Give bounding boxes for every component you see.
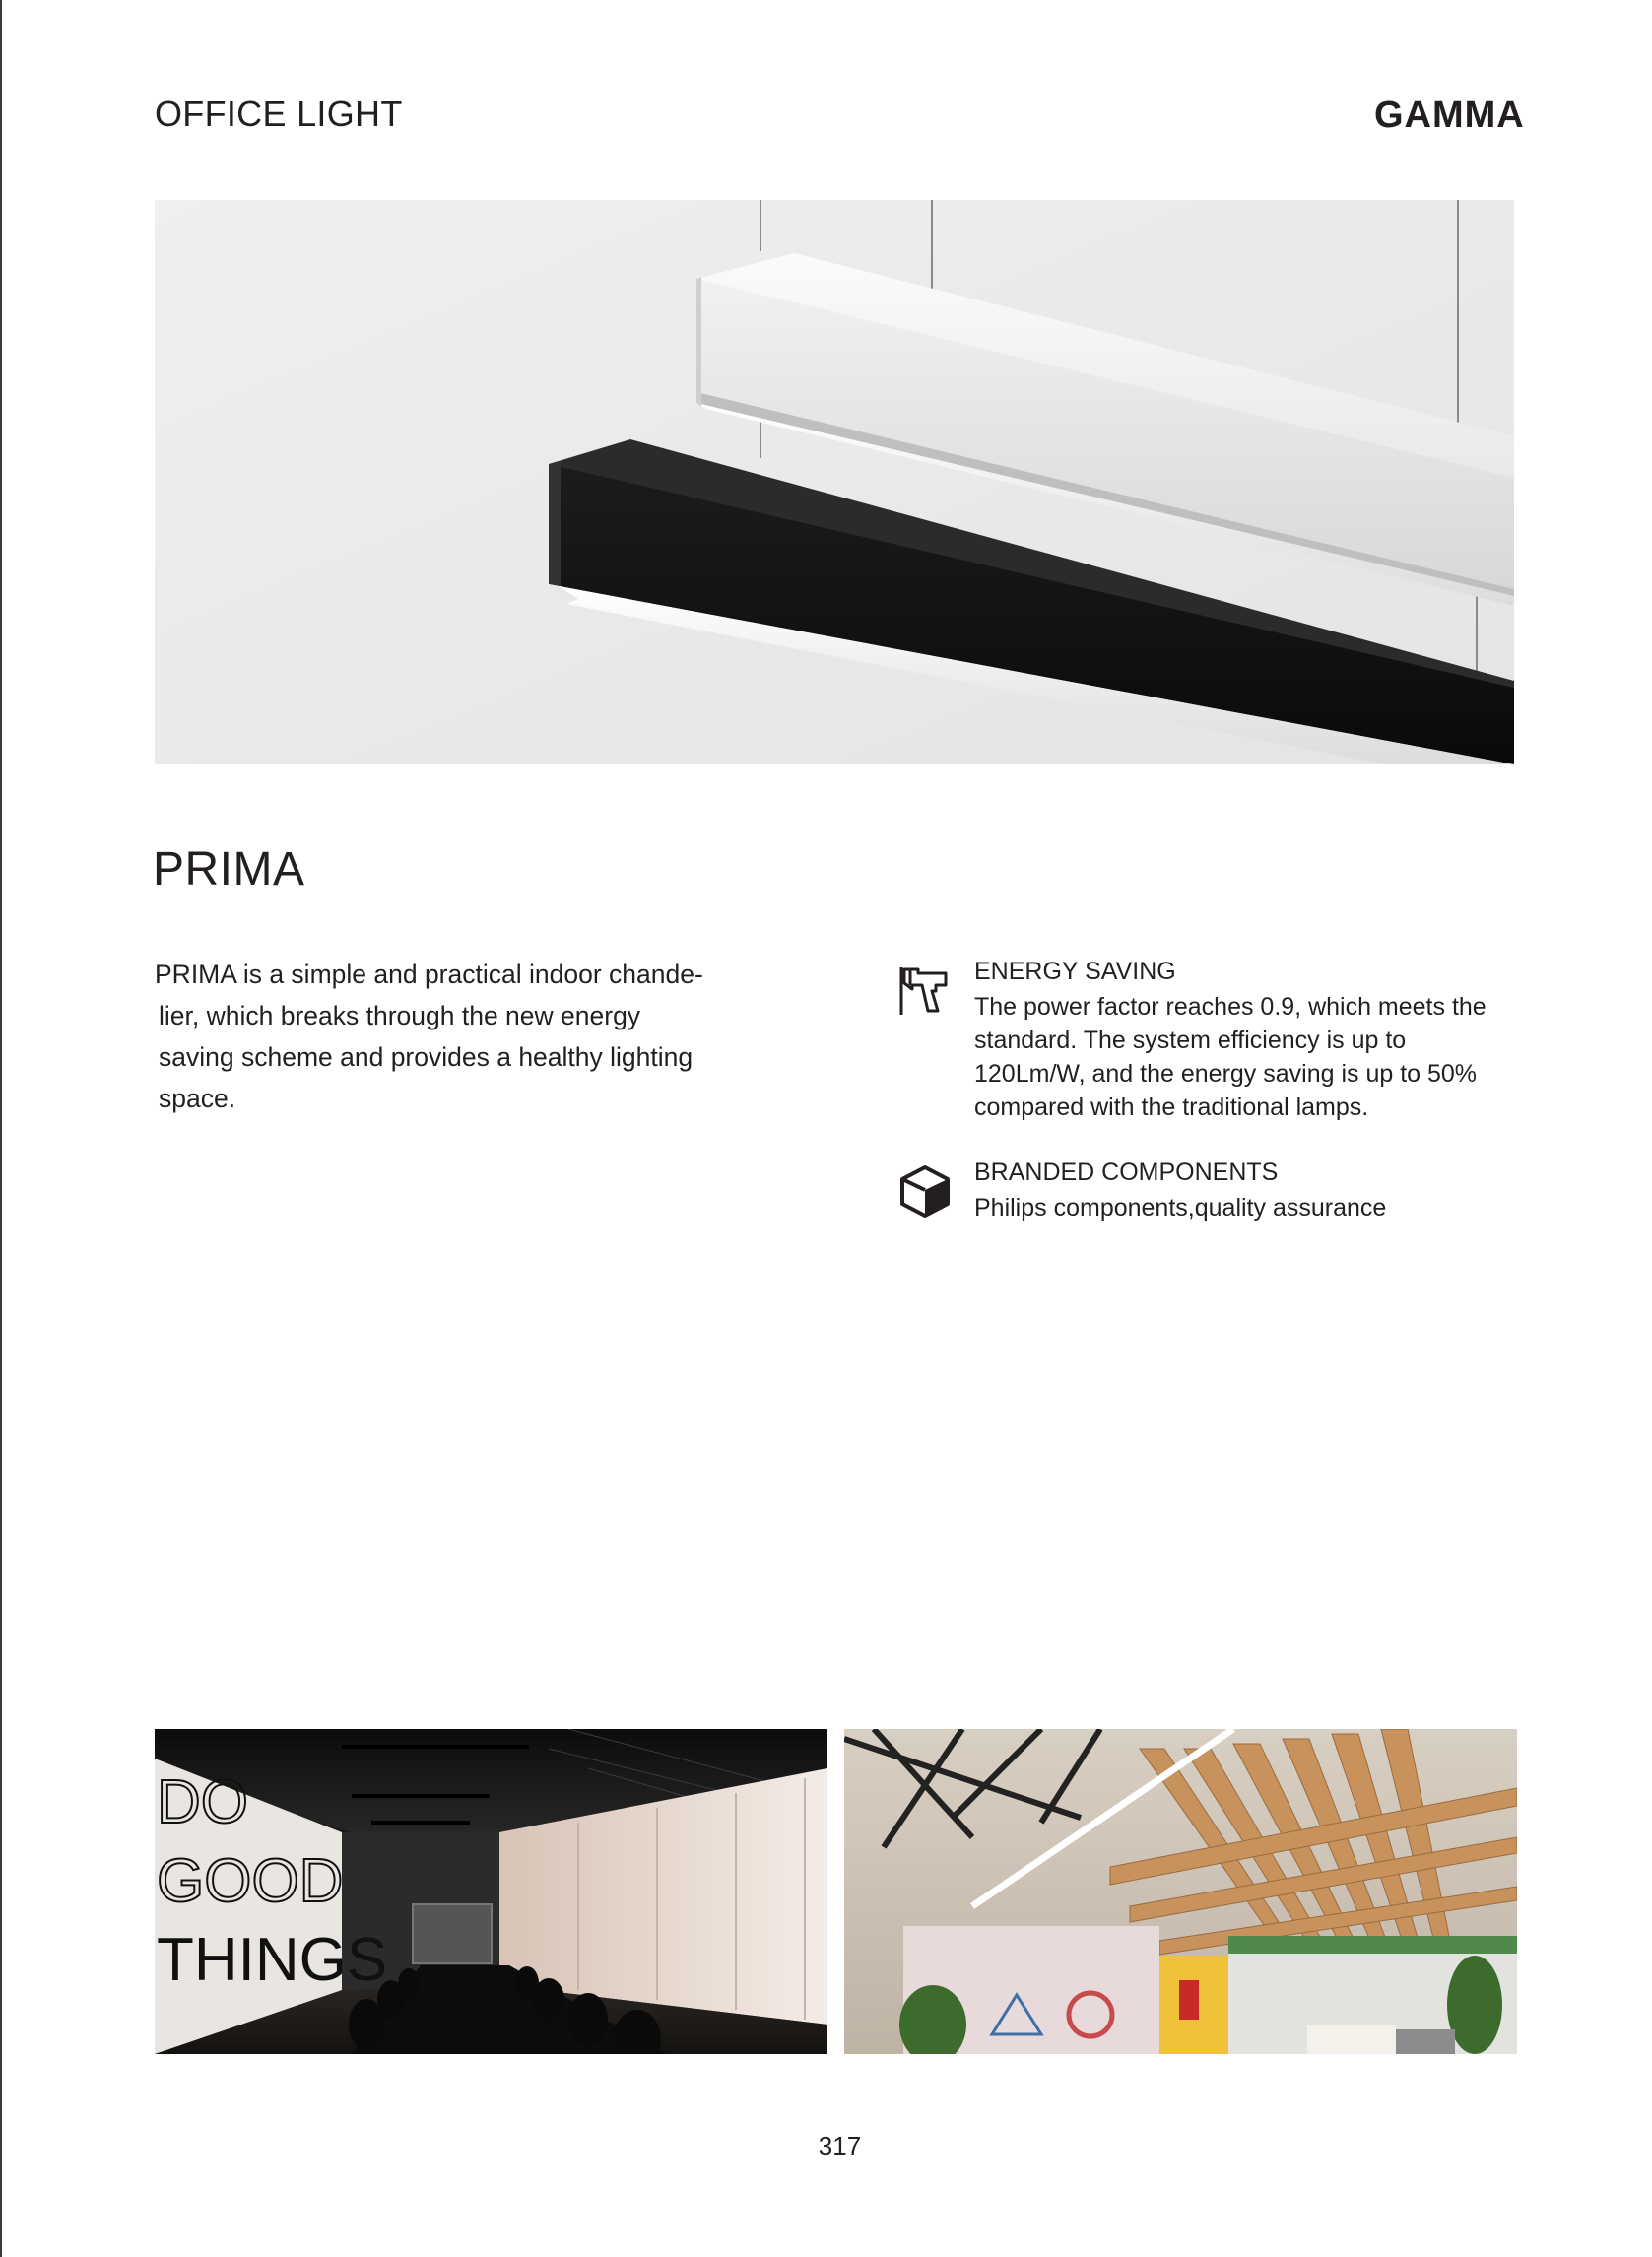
drill-icon <box>898 963 952 1017</box>
description-line: saving scheme and provides a healthy lighting <box>159 1042 694 1072</box>
feature-title: ENERGY SAVING <box>974 958 1176 985</box>
office-ceiling-photo <box>844 1729 1517 2054</box>
wall-graphic-text: GOOD <box>157 1847 344 1915</box>
feature-text-line: Philips components,quality assurance <box>974 1194 1387 1222</box>
feature-text-line: standard. The system efficiency is up to <box>974 1027 1407 1054</box>
feature-text <box>974 1191 1536 1225</box>
product-title: PRIMA <box>153 843 305 896</box>
page-edge-rule <box>0 0 2 2257</box>
feature-text-line: The power factor reaches 0.9, which meets the <box>974 993 1487 1021</box>
feature-energy-saving <box>898 958 1529 1125</box>
hero-product-image <box>155 200 1514 764</box>
brand-logo: GAMMA <box>1374 95 1525 136</box>
description-line: space. <box>159 1084 236 1113</box>
wall-graphic-text: THINGS <box>157 1926 388 1994</box>
feature-text-line: compared with the traditional lamps. <box>974 1094 1369 1121</box>
feature-branded-components <box>898 1159 1529 1237</box>
description-line: PRIMA is a simple and practical indoor chande- <box>155 960 703 989</box>
conference-room-photo <box>155 1729 827 2054</box>
product-description <box>155 954 785 1119</box>
page-number: 317 <box>818 2131 862 2160</box>
feature-text <box>974 990 1536 1124</box>
wall-graphic-text: DO <box>157 1768 248 1836</box>
section-title: OFFICE LIGHT <box>155 94 403 134</box>
cube-icon <box>898 1164 952 1218</box>
feature-title: BRANDED COMPONENTS <box>974 1159 1279 1186</box>
feature-text-line: 120Lm/W, and the energy saving is up to 50% <box>974 1060 1478 1088</box>
description-line: lier, which breaks through the new energy <box>159 1001 641 1030</box>
